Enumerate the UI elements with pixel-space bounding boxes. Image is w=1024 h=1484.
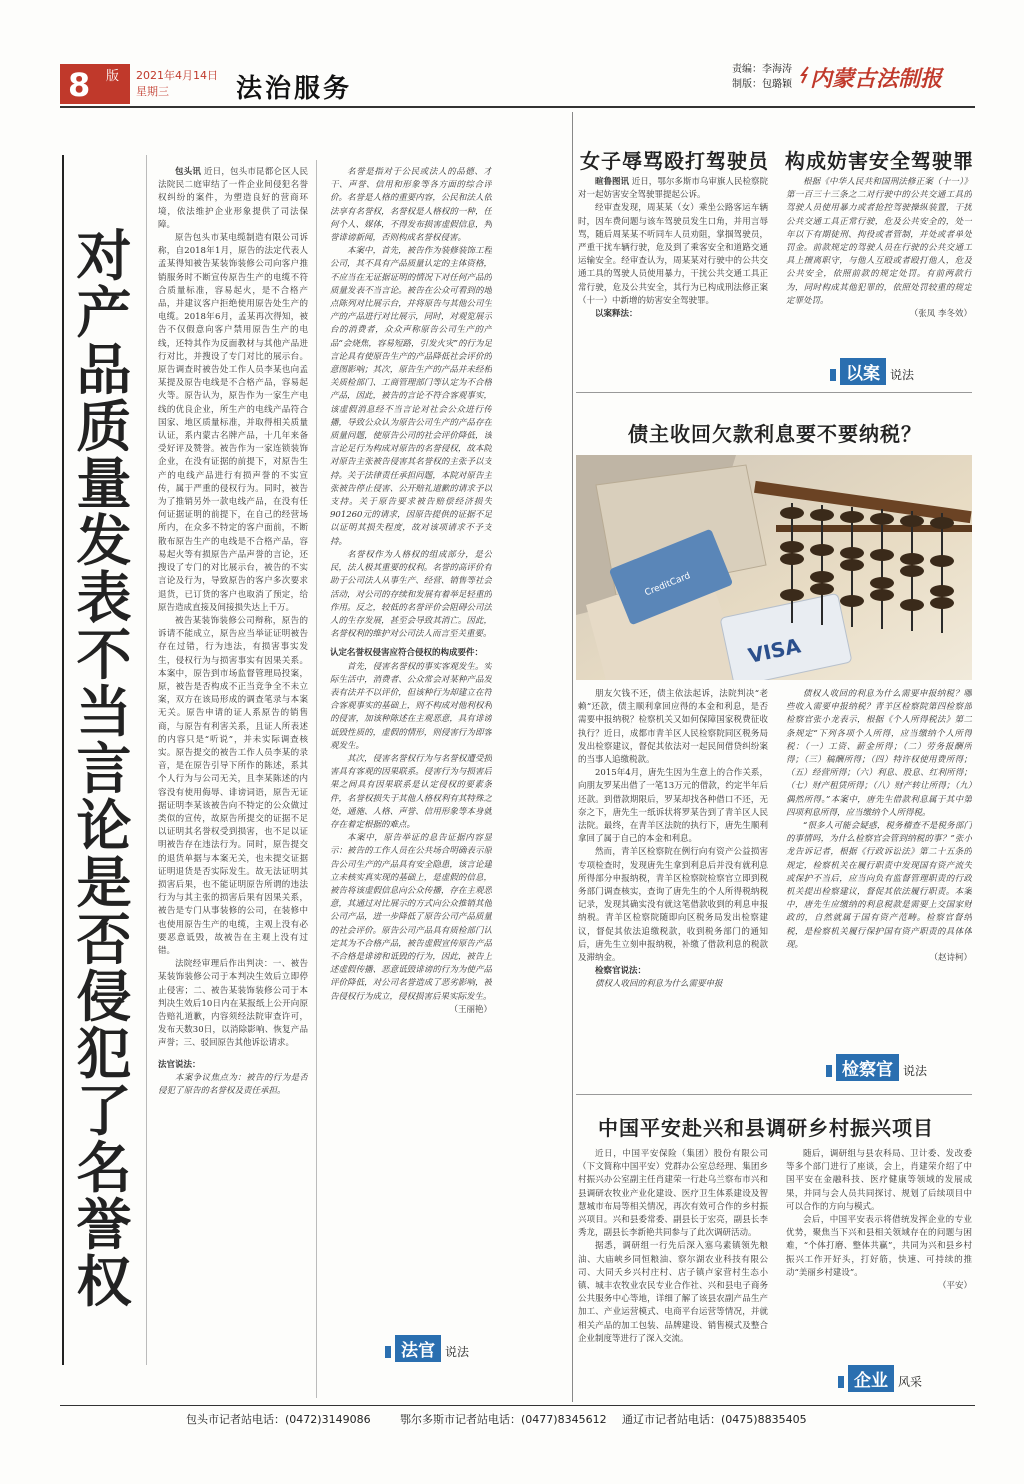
article1-para1: 近日，包头市昆都仑区人民法院民二庭审结了一件企业间侵犯名誉权纠纷的案件，为塑造良好的营商环境，依法维护企业形象提供了司法保障。 [158, 167, 308, 230]
tag-marker-icon [826, 1065, 832, 1077]
article3-headline: 债主收回欠款利息要不要纳税？ [628, 422, 922, 446]
article4-para2: 据悉，调研组一行先后深入塞乌素镇领先粮油、大庙峡乡同恒粮油、察尔湖农业科技有限公司、大同夭乡兴村庄村、店子镇卢家营村生态小镇、城丰农牧业农民专业合作社、兴和县电子商务公共服务中心等地，详细了解了该县农副产品生产加工、产业运营模式、电商平台运营等情况，并就相关产品的加工包装、品牌建设、销售模式及整合企业制度等进行了深入交流。 [578, 1241, 768, 1344]
article2-para1: 近日，鄂尔多斯市乌审旗人民检察院对一起妨害安全驾驶罪提起公诉。 [578, 177, 768, 201]
footer-rule [60, 1405, 975, 1406]
article2-column-1 [578, 176, 768, 366]
article1-column-1 [158, 166, 308, 1404]
article3-tag-big: 检察官 [836, 1054, 899, 1081]
article3-column-2 [786, 688, 972, 1000]
article1-judge-para3: 本案中，首先，被告作为装修装饰工程公司，其不具有产品质量认定的主体资格，不应当在无证据证明的情况下对任何产品的质量发表不当言论。被告在公众可看到的地点陈列对比展示台，并将原告与其他公司生产的产品进行对比展示，同时，对观览展示台的消费者，众众声称原告公司生产的产品“会烧焦，容易短路，引发火灾”的行为足言论具有使原告生产的产品降低社会评价的意图影响；其次，原告生产的产品并未经相关质检部门、工商管理部门等认定为不合格产品，因此，被告的言论不符合客观事实，该虚假消息经不当言论对社会公众进行传播，导致公众认为原告公司生产的产品存在质量问题，使原告公司的社会评价降低，该言论足行为构成对原告的名誉侵权，故本院对原告主张被告侵害其名誉权的主张予以支持。关于法律责任承担问题，本院对原告主张被告停止侵害、公开赔礼道歉的请求予以支持。关于原告要求被告赔偿经济损失901260元的请求，因原告提供的证据不足以证明其损失程度，故对该项请求不予支持。 [330, 246, 492, 547]
tag-marker-icon [838, 1376, 844, 1388]
article2-para2: 经审查发现，周某某（女）乘坐公路客运车辆时，因车费问题与该车驾驶员发生口角，并用言辱骂，随后周某某不听同车人员劝阻，掌掴驾驶员，严重干扰车辆行驶，危及到了乘客安全和道路交通运输安全。经审查认为，周某某对行驶中的公共交通工具的驾驶人员使用暴力，干扰公共交通工具正常行驶，危及公共安全，其行为已构成刑法修正案（十一）中新增的妨害安全驾驶罪。 [578, 203, 768, 306]
newspaper-masthead: 内蒙古法制报 [810, 66, 943, 92]
article4-author: （平安） [937, 1281, 972, 1292]
article1-headline: 对产品质量发表不当言论是否侵犯了名誉权 [76, 223, 132, 1314]
issue-date-block [136, 68, 218, 100]
header-rule [60, 106, 975, 108]
editor-credits [732, 62, 792, 92]
article2-column-2 [786, 176, 972, 356]
article4-para4: 会后，中国平安表示将借统发挥企业的专业优势，聚焦当下兴和县相关领域存在的问题与困难，“个体打磨、整体共赢”，共同为兴和县乡村振兴工作开好头，打好筋，快速、可持续的推动“美丽乡村建设”。 [786, 1215, 972, 1278]
article3-column-1 [578, 688, 768, 1013]
article2-tag-big: 以案 [840, 358, 886, 385]
article1-para4: 法院经审理后作出判决：一、被告某装饰装修公司于本判决生效后立即停止侵害；二、被告某装饰装修公司于本判决生效后10日内在某报纸上公开向原告赔礼道歉，内容须经法院审查许可，发布天数30日，以消除影响、恢复产品声誉；三、驳回原告其他诉讼请求。 [158, 959, 308, 1049]
visa-label: VISA [746, 633, 803, 668]
issue-date: 2021年4月14日 [136, 69, 218, 82]
footer-baotou-phone: 包头市记者站电话：(0472)3149086 [186, 1413, 371, 1426]
article1-column-2 [330, 166, 492, 1376]
article1-judge-para7: 本案中，原告举证的息告证据内容显示：被告的工作人员在公共场合明确表示原告公司生产的产品具有安全隐患，该言论建立未核实真实现的基础上，是虚假的信息，被告将该虚假信息向公众传播，存在主观恶意，其通过对比展示的方式向公众推销其他公司产品，进一步降低了原告公司产品质量的社会评价。原告公司产品具有质检部门认定其为不合格产品，被告虚假宣传原告产品不合格是诽谤和诋毁的行为，因此，被告上述虚假传播、恶意诋毁诽谤的行为为使产品评价降低，对公司名誉造成了恶劣影响，被告侵权行为成立，侵权损害后果实际发生。 [330, 833, 492, 1002]
producer-name: 制版：包璐颖 [732, 79, 792, 90]
article3-para3: 然而，青羊区检察院在例行向有资产公益损害专项检查时，发现唐先生拿到利息后并没有就利息所得部分申报纳税，青羊区检察院检察官立即到税务部门调查核实，查询了唐先生的个人所得税纳税记录，发现其确实没有就这笔借款收到的利息申报纳税。青羊区检察院随即向区税务局发出检察建议，督促其依法追缴税款，收到税务部门的通知后，唐先生立刻申报纳税，补缴了借款利息的税款及滞纳金。 [578, 847, 768, 964]
article2-law-para1: 根据《中华人民共和国刑法修正案（十一）》第一百三十三条之二对行驶中的公共交通工具的驾驶人员使用暴力或者抢控驾驶操纵装置，干扰公共交通工具正常行驶，危及公共安全的，处一年以下有期徒刑、拘役或者管制，并处或者单处罚金。前款规定的驾驶人员在行驶的公共交通工具上擅离职守，与他人互殴或者殴打他人，危及公共安全，依照前款的规定处罚。有前两款行为，同时构成其他犯罪的，依照处罚较重的规定定罪处罚。 [786, 177, 972, 306]
article1-judge-para1: 本案争议焦点为：被告的行为是否侵犯了原告的名誉权及责任承担。 [158, 1072, 308, 1097]
article4-para1: 近日，中国平安保险（集团）股份有限公司（下文简称中国平安）党群办公室总经理、集团乡村振兴办公室副主任肖建荣一行赴乌兰察布市兴和县调研农牧业产业化建设、医疗卫生体系建设及智慧城市布局等相关情况，再次有效可合作的乡村振兴项目。兴和县委常委、副县长于宏亮，副县长李秀龙，副县长李新艳共同参与了此次调研活动。 [578, 1149, 768, 1239]
article3-para1: 朋友欠钱不还，债主依法起诉，法院判决“老赖”还款，债主顺利拿回应得的本金和利息，是否需要申报纳税？检察机关又如何保障国家税费征收执行？近日，成都市青羊区人民检察院同区税务局发出检察建议，督促其依法对一起民间借贷纠纷案的当事人追缴税款。 [578, 689, 768, 766]
article2-tag [830, 358, 914, 385]
article1-judge-para6: 其次，侵害名誉权行为与名誉权遭受损害具有客观的因果联系。侵害行为与损害后果之间具有因果联系是认定侵权的要素条件，名誉权损失于其他人格权利有其特殊之处，通施、人格、声誉、信用形象等本身就存在着定根据的难点。 [330, 753, 492, 830]
article2-author: （张凤 李冬效） [909, 309, 972, 320]
article1-judge-para4: 名誉权作为人格权的组成部分，是公民，法人极其重要的权利。名誉的高评价有助于公司法人从事生产、经营、销售等社会活动，对公司的存续和发展有着举足轻重的作用。反之，较低的名誉评价会阻碍公司法人的生存发展，甚至会导致其消亡。因此，名誉权利的维护对公司法人而言至关重要。 [330, 549, 492, 640]
article1-tag [385, 1335, 469, 1362]
article3-photo [576, 455, 972, 680]
article-separator [576, 1094, 972, 1095]
article1-author: （王丽艳） [449, 1004, 492, 1015]
article3-law-para1: 债权人收回的利息为什么需要申报纳税？哪些收入需要申报纳税？青羊区检察院第四检察部检察官张小龙表示，根据《个人所得税法》第二条规定“下列各项个人所得，应当缴纳个人所得税：（一）工资、薪金所得；（二）劳务报酬所得；（三）稿酬所得；（四）特许权使用费所得；（五）经营所得；（六）利息、股息、红利所得；（七）财产租赁所得；（八）财产转让所得；（九）偶然所得。”本案中，唐先生借款利息属于其中第四项利息所得，应当缴纳个人所得税。 [786, 689, 972, 818]
article4-column-2 [786, 1148, 972, 1358]
footer-ordos-phone: 鄂尔多斯市记者站电话：(0477)8345612 [400, 1413, 607, 1426]
article4-tag [838, 1365, 922, 1392]
article1-tag-big: 法官 [395, 1335, 441, 1362]
masthead-logo-icon [800, 66, 810, 84]
article4-tag-small: 风采 [898, 1375, 923, 1389]
article3-tag-small: 说法 [903, 1064, 928, 1078]
article4-tag-big: 企业 [848, 1365, 894, 1392]
article1-para3: 被告某装饰装修公司辩称，原告的诉请不能成立，原告应当举证证明被告存在过错，行为违法，有损害事实发生，侵权行为与损害事实有因果关系。本案中，原告到市场监督管理局投案，原，被告是否构成不正当竞争全不未立案，双方在该局形成的调查笔录与本案无关。原告申请的证人系原告的销售商，与原告有利害关系，且证人所表述的内容只是“听说”，并未实际调查核实。原告提交的被告工作人员李某的录音，是在原告引导下所作的陈述，系其个人行为与公司无关，且李某陈述的内容没有使用侮辱、诽谤词语，原告无证据证明李某该被告向不特定的公众做过类似的宣传，故原告所提交的证据不足以证明其名誉权受到损害，也不足以证明被告存在违法行为。同时，原告提交的退货单据与本案无关，也未提交证据证明退货是否实际发生。故无法证明其损害后果，也不能证明原告所谓的违法行为与其主张的损害后果有因果关系，被告是专门从事装修的公司，在装修中也使用原告生产的电缆，主观上没有必要恶意诋毁，故被告在主观上没有过错。 [158, 615, 308, 956]
article-separator [576, 392, 972, 393]
article2-tag-small: 说法 [890, 368, 915, 382]
section-title: 法治服务 [236, 74, 353, 104]
abacus-money-image [576, 455, 972, 680]
article2-lead-source: 暄鲁图讯 [595, 177, 630, 187]
footer-tongliao-phone: 通辽市记者站电话：(0475)8835405 [622, 1413, 807, 1426]
article1-lead-source: 包头讯 [175, 167, 202, 177]
article4-column-1 [578, 1148, 768, 1402]
card-brand-label: CreditCard [643, 571, 692, 599]
article3-label: 检察官说法： [595, 966, 647, 977]
tag-marker-icon [830, 369, 836, 381]
article1-headline-block [62, 155, 147, 1365]
editor-name: 责编：李海涛 [732, 64, 792, 75]
page-suffix: 版 [106, 69, 120, 84]
article3-tag [826, 1054, 927, 1081]
page-number: 8 [68, 66, 91, 104]
article3-law-para2: “很多人可能会疑惑，税务稽查不是税务部门的事情吗，为什么检察官会管到纳税的事？”张小龙告诉记者，根据《行政诉讼法》第二十五条的规定，检察机关在履行职责中发现国有资产流失或保护不当后，应当向负有监督管理职责的行政机关提出检察建议，督促其依法履行职责。本案中，唐先生应缴纳的利息税款是需要上交国家财政的，自然就属于国有资产范畴。检察官督纳税，是检察机关履行保护国有资产职责的具体体现。 [786, 821, 972, 950]
article1-judge-para5: 首先，侵害名誉权的事实客观发生。实际生活中，消费者、公众常会对某种产品发表有法并不以评价，但该种行为却建立在符合客观事实的基础上，则不构成对他利权利的侵害，加该种陈述在主观恶意，具有诽谤诋毁性质的，虚假的情形，则侵害行为即客观发生。 [330, 661, 492, 751]
article4-headline: 中国平安赴兴和县调研乡村振兴项目 [598, 1116, 934, 1140]
article2-headline-left: 女子辱骂殴打驾驶员 [580, 149, 769, 173]
article3-author: （赵诗柯） [929, 953, 972, 964]
article1-para2: 原告包头市某电缆制造有限公司诉称，自2018年1月，原告的法定代表人孟某得知被告某装饰装修公司向客户推销服务时不断宣传原告生产的电缆不符合质量标准，容易起火，是不合格产品，并建议客户拒绝使用原告处生产的电缆。2018年6月，孟某再次得知，被告不仅假意向客户禁用原告生产的电线，还特其作为反面教材与其他产品进行对比，并搜设了专门对比的展示台。原告调查时被告处工作人员李某也向孟某提及原告电线是不合格产品，容易起火等。原告认为，原告作为一家生产电线的优良企业，所生产的电线产品符合国家、地区质量标准，并取得相关质量认证，系内蒙古名牌产品，十几年来备受好评及赞誉。被告作为一家连锁装饰企业，在没有证据的前提下，对原告生产的电线产品进行有损声誉的不实宣传，属于严重的侵权行为。同时，被告为了推销另外一款电线产品，在没有任何证据证明的前提下，在自己的经营场所内，在众多不特定的客户面前，不断散布原告生产的电线是不合格产品，容易起火等有损原告产品声誉的言论，还搜设了专门的对比展示台，被告的不实言论及行为，导致原告的客户多次要求退货，已订货的客户也取消了预定，给原告造成直接及间接损失达上千万。 [158, 233, 308, 613]
article1-judge-label: 法官说法： [158, 1059, 201, 1070]
article1-subhead: 认定名誉权侵害应符合侵权的构成要件： [330, 648, 484, 659]
article3-para2: 2015年4月，唐先生因为生意上的合作关系，向朋友罗某出借了一笔13万元的借款，约定半年后还款。到借款期限后，罗某却找各种借口不还，无奈之下，唐先生一纸诉状将罗某告到了青羊区人民法院。最终，在青羊区法院的执行下，唐先生顺利拿回了属于自己的本金和利息。 [578, 768, 768, 845]
article2-law-label: 以案释法： [595, 309, 638, 320]
page-number-box [60, 64, 130, 104]
column-divider [572, 112, 573, 1402]
issue-weekday: 星期三 [136, 85, 169, 98]
article1-judge-para2: 名誉是指对于公民或法人的品德、才干、声誉、信用和形象等各方面的综合评价。名誉是人格的重要内容，公民和法人依法享有名誉权，名誉权是人格权的一种，任何个人、媒体，不得发布损害虚假信息，判誉诽谤新闻，否则构成名誉权侵害。 [330, 167, 492, 244]
tag-marker-icon [385, 1346, 391, 1358]
article2-headline-right: 构成妨害安全驾驶罪 [785, 149, 974, 173]
article4-para3: 随后，调研组与县农科局、卫计委、发改委等多个部门进行了座谈，会上，肖建荣介绍了中国平安在金融科技、医疗健康等领域的发展成果，并同与会人员共同探讨、规划了后续项目中可以合作的方向与模式。 [786, 1149, 972, 1212]
article1-tag-small: 说法 [445, 1345, 470, 1359]
column-divider [316, 160, 317, 1398]
article3-law-para1-start: 债权人收回的利息为什么需要申报 [595, 979, 723, 990]
